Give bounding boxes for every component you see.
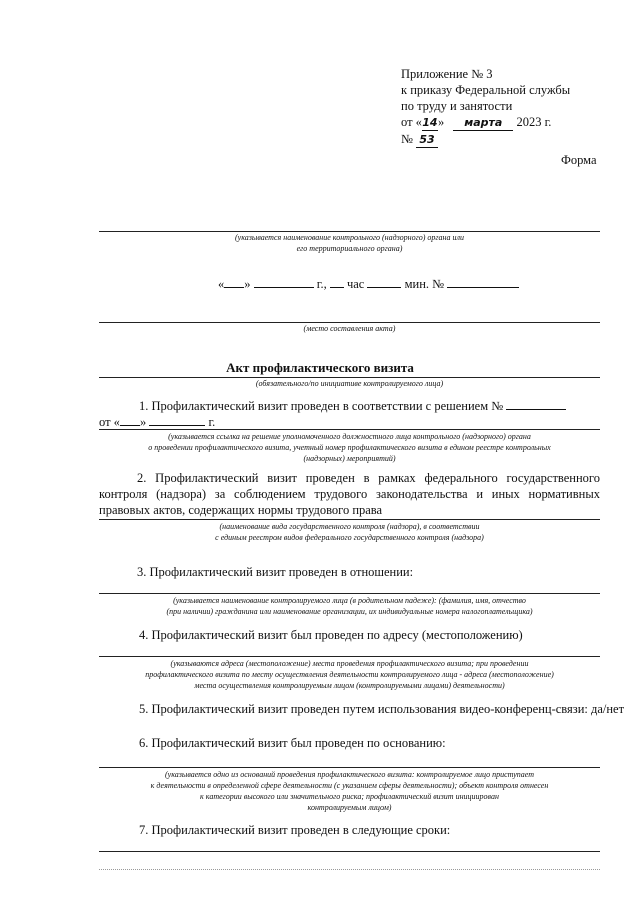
organ-note-line-2: его территориального органа) xyxy=(296,244,403,253)
item-3-note xyxy=(99,595,600,617)
item-1-year: г. xyxy=(208,415,216,429)
item-6-note-line-2: к деятельности в определенной сфере деятельности (с указанием сферы деятельности); объект контроля отнесен xyxy=(150,781,549,790)
act-title: Акт профилактического визита xyxy=(226,360,414,375)
act-datetime-line xyxy=(218,276,519,292)
item-4-note xyxy=(99,658,600,691)
item-4-note-line-3: места осуществления контролируемым лицом (контролируемыми лицами) деятельности) xyxy=(194,681,505,690)
header-line-2: к приказу Федеральной службы xyxy=(401,83,571,97)
minutes-blank xyxy=(367,276,401,288)
order-date-mid: » xyxy=(437,115,445,129)
item-4-note-line-2: профилактического визита по месту осуществления деятельности контролируемого лица - адреса (местоположение) xyxy=(145,670,554,679)
item-4-line xyxy=(99,656,600,657)
item-2-line xyxy=(99,519,600,520)
place-note: (место составления акта) xyxy=(303,324,396,333)
appendix-header xyxy=(401,66,570,148)
item-2-note-line-1: (наименование вида государственного контроля (надзора), в соответствии xyxy=(219,522,480,531)
item-1-note-line-1: (указывается ссылка на решение уполномоченного должностного лица контрольного (надзорного) органа xyxy=(168,432,531,441)
item-1-day-blank xyxy=(120,414,140,426)
order-number-value: 53 xyxy=(416,133,438,148)
item-3-note-line-1: (указывается наименование контролируемого лица (в родительном падеже): (фамилия, имя, отчество xyxy=(173,596,526,605)
item-1-note xyxy=(99,431,600,464)
month-blank xyxy=(254,276,314,288)
order-date-month: марта xyxy=(453,116,513,131)
item-3-line xyxy=(99,593,600,594)
datetime-open-quote: « xyxy=(218,277,225,291)
item-1-date xyxy=(99,414,215,430)
item-7-line xyxy=(99,851,600,852)
item-6-note xyxy=(99,769,600,813)
order-date-day: 14 xyxy=(422,116,438,129)
organ-note-line-1: (указывается наименование контрольного (надзорного) органа или xyxy=(235,233,464,242)
item-1-from: от « xyxy=(99,415,120,429)
order-number-prefix: № xyxy=(401,132,413,146)
day-blank xyxy=(224,276,244,288)
act-number-blank xyxy=(447,276,519,288)
order-date-year: 2023 г. xyxy=(516,115,552,129)
header-line-3: по труду и занятости xyxy=(401,99,513,113)
item-6-note-line-1: (указывается одно из оснований проведения профилактического визита: контролируемое лицо приступает xyxy=(165,770,534,779)
order-date xyxy=(401,114,570,131)
item-3-text: 3. Профилактический визит проведен в отношении: xyxy=(137,565,414,579)
item-4-text: 4. Профилактический визит был проведен по адресу (местоположению) xyxy=(139,628,523,642)
item-1-label: 1. Профилактический визит проведен в соответствии с решением № xyxy=(139,399,504,413)
item-1-month-blank xyxy=(149,414,205,426)
hour-blank xyxy=(330,276,344,288)
title-note: (обязательного/по инициативе контролируемого лица) xyxy=(255,379,444,388)
organ-note xyxy=(99,232,600,254)
item-6-note-line-4: контролируемым лицом) xyxy=(307,803,392,812)
item-2-text: 2. Профилактический визит проведен в рамках федерального государственного контроля (надзора) за соблюдением трудового законодательства и иных нормативных правовых актов, содержащих нормы трудового права xyxy=(99,471,600,517)
item-1-note-line-3: (надзорных) мероприятий) xyxy=(303,454,396,463)
item-1-line xyxy=(99,429,600,430)
item-4-note-line-1: (указываются адреса (местоположение) места проведения профилактического визита; при проведении xyxy=(170,659,529,668)
order-number xyxy=(401,131,570,148)
decision-number-blank xyxy=(506,398,566,410)
order-date-prefix: от « xyxy=(401,115,422,129)
datetime-minutes-label: мин. № xyxy=(404,277,445,291)
datetime-year-label: г., xyxy=(316,277,327,291)
item-6-note-line-3: к категории высокого или значительного риска; профилактический визит инициирован xyxy=(200,792,499,801)
item-6-line xyxy=(99,767,600,768)
header-line-1: Приложение № 3 xyxy=(401,67,493,81)
datetime-hour-label: час xyxy=(346,277,365,291)
item-1-note-line-2: о проведении профилактического визита, учетный номер профилактического визита в едином реестре контрольных xyxy=(148,443,551,452)
item-3-note-line-2: (при наличии) гражданина или наименование организации, их индивидуальные номера налогоплательщика) xyxy=(166,607,533,616)
item-2-note-line-2: с единым реестром видов федерального государственного контроля (надзора) xyxy=(215,533,484,542)
item-7-dotted-line xyxy=(99,869,600,870)
item-5-text: 5. Профилактический визит проведен путем использования видео-конференц-связи: да/нет xyxy=(139,702,625,716)
datetime-close-quote: » xyxy=(244,277,251,291)
item-2-note xyxy=(99,521,600,543)
item-7-text: 7. Профилактический визит проведен в следующие сроки: xyxy=(139,823,451,837)
item-6-text: 6. Профилактический визит был проведен по основанию: xyxy=(139,736,446,750)
item-1-close-quote: » xyxy=(139,415,147,429)
form-label: Форма xyxy=(561,153,597,167)
item-1-text xyxy=(139,398,566,414)
